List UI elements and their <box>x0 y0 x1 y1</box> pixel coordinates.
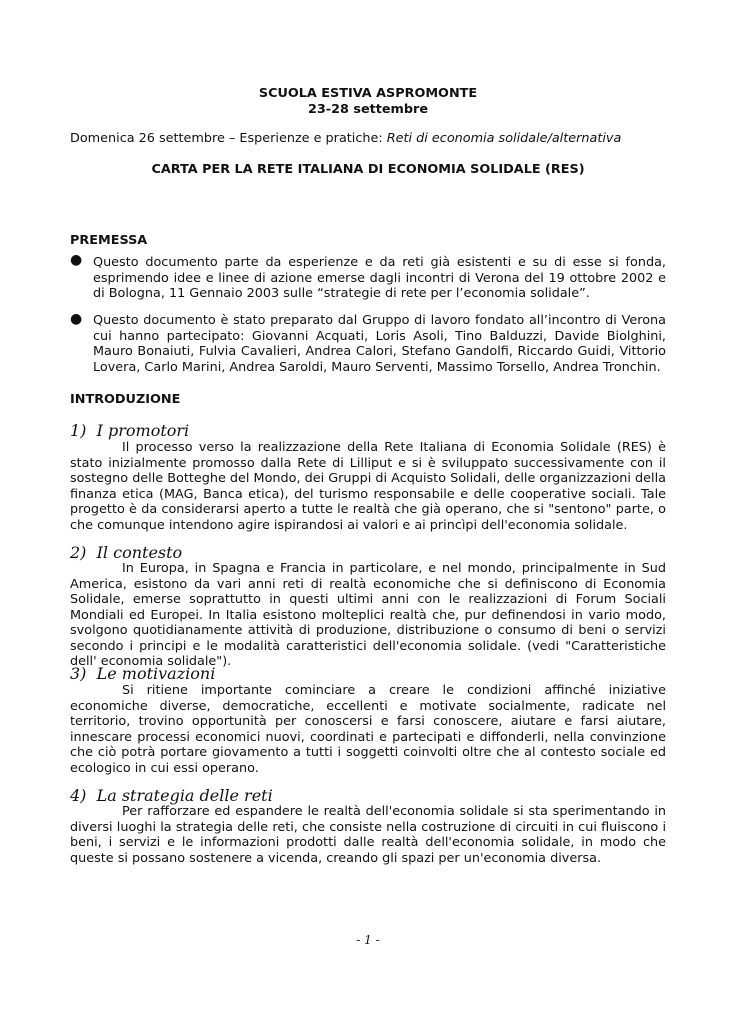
section-4-heading <box>70 786 273 805</box>
section-1-text: Il processo verso la realizzazione della Rete Italiana di Economia Solidale (RES) è stato inizialmente promosso dalla Rete di Lilliput e si è sviluppato successivamente con il sostegno delle Botteghe del Mondo, dei Gruppi di Acquisto Solidali, delle organizzazioni della finanza etica (MAG, Banca etica), del turismo responsabile e delle cooperative sociali. Tale progetto è da considerarsi aperto a tutte le realtà che già operano, che si "sentono" parte, o che comunque intendono agire ispirandosi ai valori e ai princìpi dell'economia solidale. <box>70 440 666 533</box>
section-1-number: 1) <box>70 421 87 440</box>
document-title: CARTA PER LA RETE ITALIANA DI ECONOMIA SOLIDALE (RES) <box>151 162 585 177</box>
section-3-title: Le motivazioni <box>96 664 216 683</box>
premessa-bullet-1: Questo documento parte da esperienze e da reti già esistenti e su di esse si fonda, esprimendo idee e linee di azione emerse dagli incontri di Verona del 19 ottobre 2002 e di Bologna, 11 Gennaio 2003 sulle “strategie di rete per l’economia solidale”. <box>93 255 666 301</box>
section-3-text: Si ritiene importante cominciare a creare le condizioni affinché iniziative economiche diverse, democratiche, eccellenti e motivate socialmente, radicate nel territorio, trovino opportunità per conoscersi e farsi conoscere, aiutare e farsi aiutare, innescare processi economici nuovi, coordinati e partecipati e diffonderli, nella convinzione che ciò potrà portare giovamento a tutti i soggetti coinvolti oltre che al contesto sociale ed ecologico in cui essi operano. <box>70 683 666 776</box>
bullet-dot: ● <box>70 252 83 268</box>
section-2-heading <box>70 543 182 562</box>
premessa-heading: PREMESSA <box>70 233 148 248</box>
bullet-dot: ● <box>70 311 83 327</box>
section-2-title: Il contesto <box>96 543 183 562</box>
section-4-number: 4) <box>70 786 87 805</box>
section-4-text: Per rafforzare ed espandere le realtà dell'economia solidale si sta sperimentando in diversi luoghi la strategia delle reti, che consiste nella costruzione di circuiti in cui fluiscono i beni, i servizi e le informazioni prodotti dalle realtà dell'economia solidale, in modo che queste si possano sostenere a vicenda, creando gli spazi per un'economia diversa. <box>70 804 666 866</box>
section-4-title: La strategia delle reti <box>96 786 273 805</box>
premessa-bullet-2: Questo documento è stato preparato dal Gruppo di lavoro fondato all’incontro di Verona cui hanno partecipato: Giovanni Acquati, Loris Asoli, Tino Balduzzi, Davide Biolghini, Mauro Bonaiuti, Fulvia Cavalieri, Andrea Calori, Stefano Gandolfi, Riccardo Guidi, Vittorio Lovera, Carlo Marini, Andrea Saroldi, Mauro Serventi, Massimo Torsello, Andrea Tronchin. <box>93 313 666 375</box>
section-1-heading <box>70 421 189 440</box>
section-3-number: 3) <box>70 664 87 683</box>
section-2-text: In Europa, in Spagna e Francia in particolare, e nel mondo, principalmente in Sud America, esistono da vari anni reti di realtà economiche che si definiscono di Economia Solidale, emerse soprattutto in questi ultimi anni con le realizzazioni di Forum Sociali Mondiali ed Europei. In Italia esistono molteplici realtà che, pur definendosi in vario modo, svolgono quotidianamente attività di produzione, distribuzione o consumo di beni o servizi secondo i principi e le modalità caratteristici dell'economia solidale. (vedi "Caratteristiche dell' economia solidale"). <box>70 561 666 669</box>
school-dates: 23-28 settembre <box>307 102 429 117</box>
school-title: SCUOLA ESTIVA ASPROMONTE <box>258 86 478 101</box>
section-3-heading <box>70 664 215 683</box>
section-2-number: 2) <box>70 543 87 562</box>
session-topic: Reti di economia solidale/alternativa <box>386 131 622 146</box>
session-line <box>70 131 621 146</box>
introduzione-heading: INTRODUZIONE <box>70 392 181 407</box>
section-1-title: I promotori <box>96 421 190 440</box>
session-prefix: Domenica 26 settembre – Esperienze e pratiche: <box>70 131 387 146</box>
page-number: - 1 - <box>356 933 380 947</box>
